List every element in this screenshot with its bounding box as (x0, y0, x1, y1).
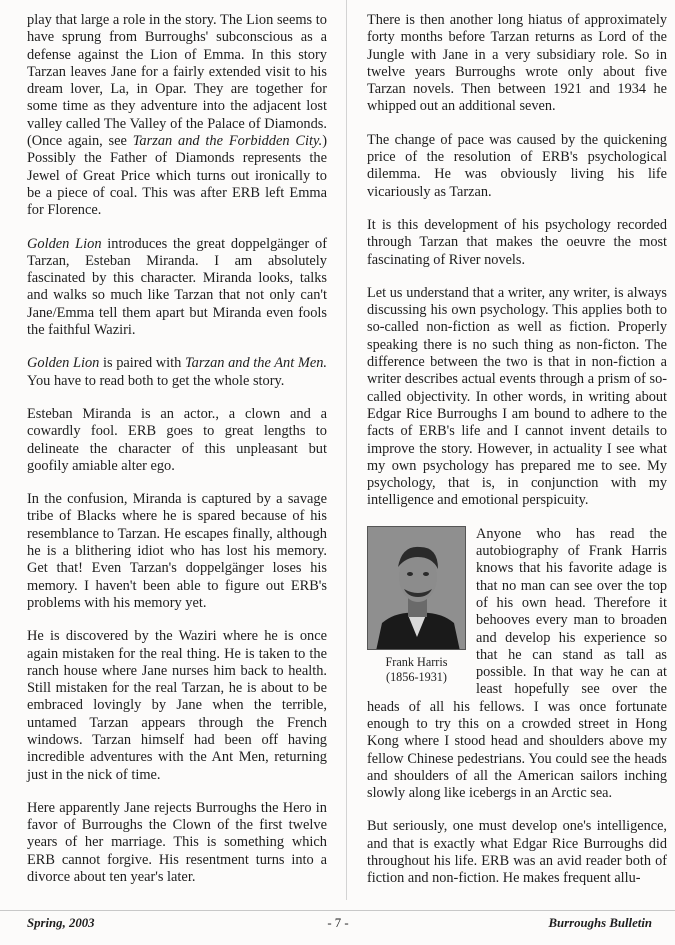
caption-name: Frank Harris (385, 654, 448, 669)
paragraph: The change of pace was caused by the quickening price of the resolution of ERB's psychological dilemma. He was obviously living his life vicariously as Tarzan. (367, 131, 667, 200)
caption-years: (1856-1931) (386, 669, 447, 684)
portrait-photo (367, 526, 466, 650)
paragraph: It is this development of his psychology recorded through Tarzan that makes the oeuvre the most fascinating of River novels. (367, 216, 667, 268)
left-column (27, 12, 327, 902)
footer-issue: Spring, 2003 (27, 916, 95, 930)
column-divider (346, 0, 347, 900)
paragraph: Here apparently Jane rejects Burroughs the Hero in favor of Burroughs the Clown of the first twelve years of her marriage. This is something which ERB cannot forgive. His resentment turns into a divorce about ten year's later. (27, 799, 327, 886)
figure-row (367, 526, 667, 803)
paragraph: There is then another long hiatus of approximately forty months before Tarzan returns as Lord of the Jungle with Jane in a very subsidiary role. So in twelve years Burroughs wrote only about five Tarzan novels. Then between 1921 and 1934 he whipped out an additional seven. (367, 12, 667, 115)
paragraph: Golden Lion introduces the great doppelgänger of Tarzan, Esteban Miranda. I am absolutely fascinated by this character. Miranda looks, talks and walks so much like Tarzan that not only can't Jane/Emma tell them apart but Miranda even fools the faithful Waziri. (27, 235, 327, 339)
paragraph: In the confusion, Miranda is captured by a savage tribe of Blacks where he is spared because of his resemblance to Tarzan. He escapes finally, although he is a blithering idiot who has lost his memory. Get that! Even Tarzan's doppelgänger loses his memory. I haven't been able to figure out ERB's problems with his memory yet. (27, 491, 327, 611)
paragraph: Anyone who has read the autobiography of Frank Harris knows that his favorite adage is that no man can see over the top of his own head. Therefore it behooves every man to broaden and develop his experience so that he can stand as tall as possible. In that way he can at least hopefully see over the heads of all his fellows. I was once fortunate enough to try this on a crowded street in Hong Kong where I stood head and shoulders above my fellow Chinese pedestrians. You could see the heads and shoulders of all the American sailors inching slowly along like icebergs in an Arctic sea. (367, 525, 667, 802)
paragraph: He is discovered by the Waziri where he is once again mistaken for the real thing. He is taken to the ranch house where Jane nurses him back to health. Still mistaken for the real Tarzan, he is about to be embraced lovingly by Jane when the terrible, untamed Tarzan appears through the French windows. Tarzan himself had been off having incredible adventures with the Ant Men, returning just in the nick of time. (27, 628, 327, 783)
figure-caption (367, 655, 466, 685)
portrait-figure (367, 526, 466, 685)
paragraph: But seriously, one must develop one's intelligence, and that is exactly what Edgar Rice Burroughs did throughout his life. ERB was an avid reader both of fiction and non-fiction. He makes frequent allu- (367, 818, 667, 887)
right-column (367, 12, 667, 904)
portrait-illustration (368, 527, 466, 650)
page-number: - 7 - (327, 916, 349, 930)
paragraph: play that large a role in the story. The Lion seems to have sprung from Burroughs' subconscious as a defense against the Lion of Emma. In this story Tarzan leaves Jane for a fairly extended visit to his dream lover, La, in Opar. They are together for some time as they adventure into the adjacent lost valley called The Valley of the Palace of Diamonds. (Once again, see Tarzan and the Forbidden City.) Possibly the Father of Diamonds represents the Jewel of Great Price which turns out ironically to be a piece of coal. This was after ERB left Emma for Florence. (27, 12, 327, 219)
page-footer (0, 910, 675, 935)
paragraph: Esteban Miranda is an actor., a clown and a cowardly fool. ERB goes to great lengths to delineate the character of this unpleasant but goofily amiable alter ego. (27, 405, 327, 474)
paragraph: Let us understand that a writer, any writer, is always discussing his own psychology. This applies both to so-called non-fiction as well as fiction. Properly speaking there is no such thing as non-ficton. The difference between the two is that in non-fiction a writer describes actual events through a prism of so-called objectivity. In other words, in writing about Edgar Rice Burroughs I am bound to adhere to the facts of ERB's life and I cannot invent details to improve the story. However, in actuality I see what my own psychology has prepared me to see. My psychology, that is, in conjunction with my intelligence and emotional perspicuity. (367, 284, 667, 509)
paragraph: Golden Lion is paired with Tarzan and the Ant Men. You have to read both to get the whole story. (27, 355, 328, 389)
footer-publication: Burroughs Bulletin (548, 916, 652, 930)
